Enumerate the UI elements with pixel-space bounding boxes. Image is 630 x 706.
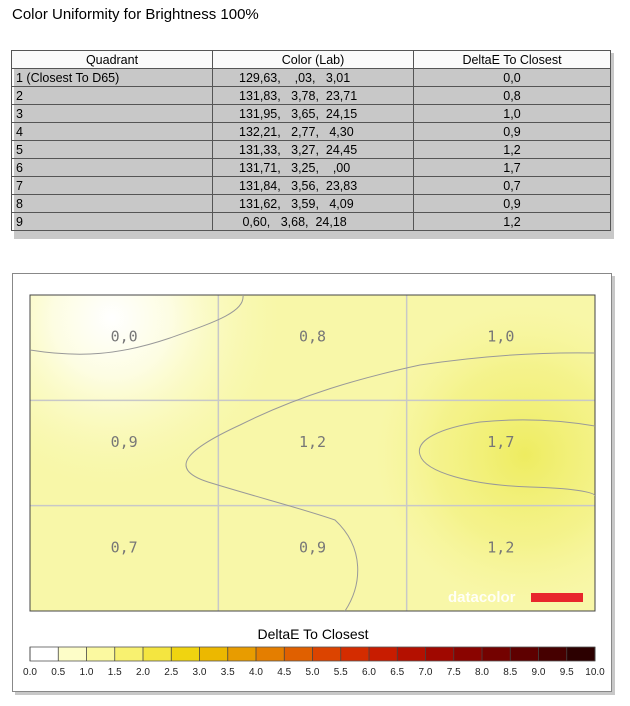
cell-quadrant: 6 — [12, 159, 213, 177]
cell-quadrant: 5 — [12, 141, 213, 159]
legend-title: DeltaE To Closest — [257, 626, 369, 642]
cell-color-lab: 132,21, 2,77, 4,30 — [213, 123, 414, 141]
cell-deltae: 1,2 — [414, 141, 611, 159]
legend-tick-label: 7.5 — [446, 667, 461, 678]
datacolor-watermark: datacolor — [448, 589, 516, 606]
cell-quadrant: 7 — [12, 177, 213, 195]
legend-swatch — [256, 647, 285, 661]
legend-swatch — [341, 647, 370, 661]
header-quadrant: Quadrant — [12, 51, 213, 69]
cell-color-lab: 131,95, 3,65, 24,15 — [213, 105, 414, 123]
legend-tick-label: 1.5 — [107, 667, 122, 678]
legend-tick-label: 6.5 — [390, 667, 405, 678]
cell-quadrant: 9 — [12, 213, 213, 231]
legend-tick-label: 2.0 — [136, 667, 150, 678]
header-color-lab: Color (Lab) — [213, 51, 414, 69]
cell-deltae: 1,0 — [414, 105, 611, 123]
cell-value-label: 0,8 — [298, 327, 327, 346]
legend-swatch — [228, 647, 257, 661]
legend-swatch — [313, 647, 342, 661]
datacolor-logo-bar — [531, 593, 583, 602]
cell-color-lab: 131,62, 3,59, 4,09 — [213, 195, 414, 213]
legend-swatch — [200, 647, 229, 661]
legend-swatch — [482, 647, 511, 661]
legend-swatch — [87, 647, 116, 661]
legend-swatch — [426, 647, 455, 661]
cell-value-label: 1,2 — [298, 433, 327, 451]
cell-quadrant: 1 (Closest To D65) — [12, 69, 213, 87]
cell-color-lab: 131,84, 3,56, 23,83 — [213, 177, 414, 195]
cell-value-label: 0,9 — [298, 538, 327, 557]
legend-swatch — [58, 647, 87, 661]
cell-deltae: 1,2 — [414, 213, 611, 231]
legend-swatch — [567, 647, 596, 661]
legend-tick-label: 1.0 — [79, 667, 94, 678]
cell-value-label: 1,7 — [487, 433, 515, 451]
legend-tick-label: 9.0 — [531, 667, 546, 678]
legend-tick-label: 0.5 — [51, 667, 66, 678]
legend-swatch — [454, 647, 483, 661]
legend-tick-label: 8.5 — [503, 667, 518, 678]
legend-tick-label: 3.5 — [220, 667, 235, 678]
legend-tick-label: 4.5 — [277, 667, 292, 678]
cell-quadrant: 3 — [12, 105, 213, 123]
legend-tick-label: 2.5 — [164, 667, 179, 678]
legend-tick-label: 9.5 — [559, 667, 574, 678]
cell-deltae: 0,7 — [414, 177, 611, 195]
cell-deltae: 0,9 — [414, 123, 611, 141]
cell-quadrant: 8 — [12, 195, 213, 213]
legend-swatch — [539, 647, 568, 661]
cell-color-lab: 0,60, 3,68, 24,18 — [213, 213, 414, 231]
legend-tick-label: 5.0 — [305, 667, 320, 678]
cell-deltae: 0,9 — [414, 195, 611, 213]
legend-swatch — [143, 647, 172, 661]
legend-swatch — [171, 647, 200, 661]
legend-swatch — [397, 647, 426, 661]
legend-tick-label: 7.0 — [418, 667, 433, 678]
cell-value-label: 1,0 — [487, 327, 515, 346]
cell-value-label: 0,7 — [110, 538, 138, 557]
color-scale-legend — [23, 647, 605, 678]
cell-color-lab: 131,33, 3,27, 24,45 — [213, 141, 414, 159]
legend-tick-label: 3.0 — [192, 667, 207, 678]
legend-swatch — [510, 647, 539, 661]
legend-swatch — [369, 647, 398, 661]
legend-tick-label: 10.0 — [585, 667, 605, 678]
cell-deltae: 0,0 — [414, 69, 611, 87]
cell-color-lab: 129,63, ,03, 3,01 — [213, 69, 414, 87]
legend-tick-label: 0.0 — [23, 667, 37, 678]
legend-swatch — [115, 647, 144, 661]
cell-deltae: 0,8 — [414, 87, 611, 105]
legend-tick-label: 4.0 — [249, 667, 263, 678]
cell-value-label: 0,9 — [110, 433, 138, 451]
page-title: Color Uniformity for Brightness 100% — [12, 6, 259, 23]
legend-tick-label: 5.5 — [333, 667, 348, 678]
legend-swatch — [284, 647, 313, 661]
cell-color-lab: 131,71, 3,25, ,00 — [213, 159, 414, 177]
cell-deltae: 1,7 — [414, 159, 611, 177]
cell-color-lab: 131,83, 3,78, 23,71 — [213, 87, 414, 105]
legend-tick-label: 8.0 — [475, 667, 489, 678]
cell-value-label: 0,0 — [110, 327, 138, 346]
cell-quadrant: 2 — [12, 87, 213, 105]
header-deltae: DeltaE To Closest — [414, 51, 611, 69]
legend-swatch — [30, 647, 59, 661]
cell-value-label: 1,2 — [487, 538, 515, 557]
legend-tick-label: 6.0 — [362, 667, 376, 678]
cell-quadrant: 4 — [12, 123, 213, 141]
